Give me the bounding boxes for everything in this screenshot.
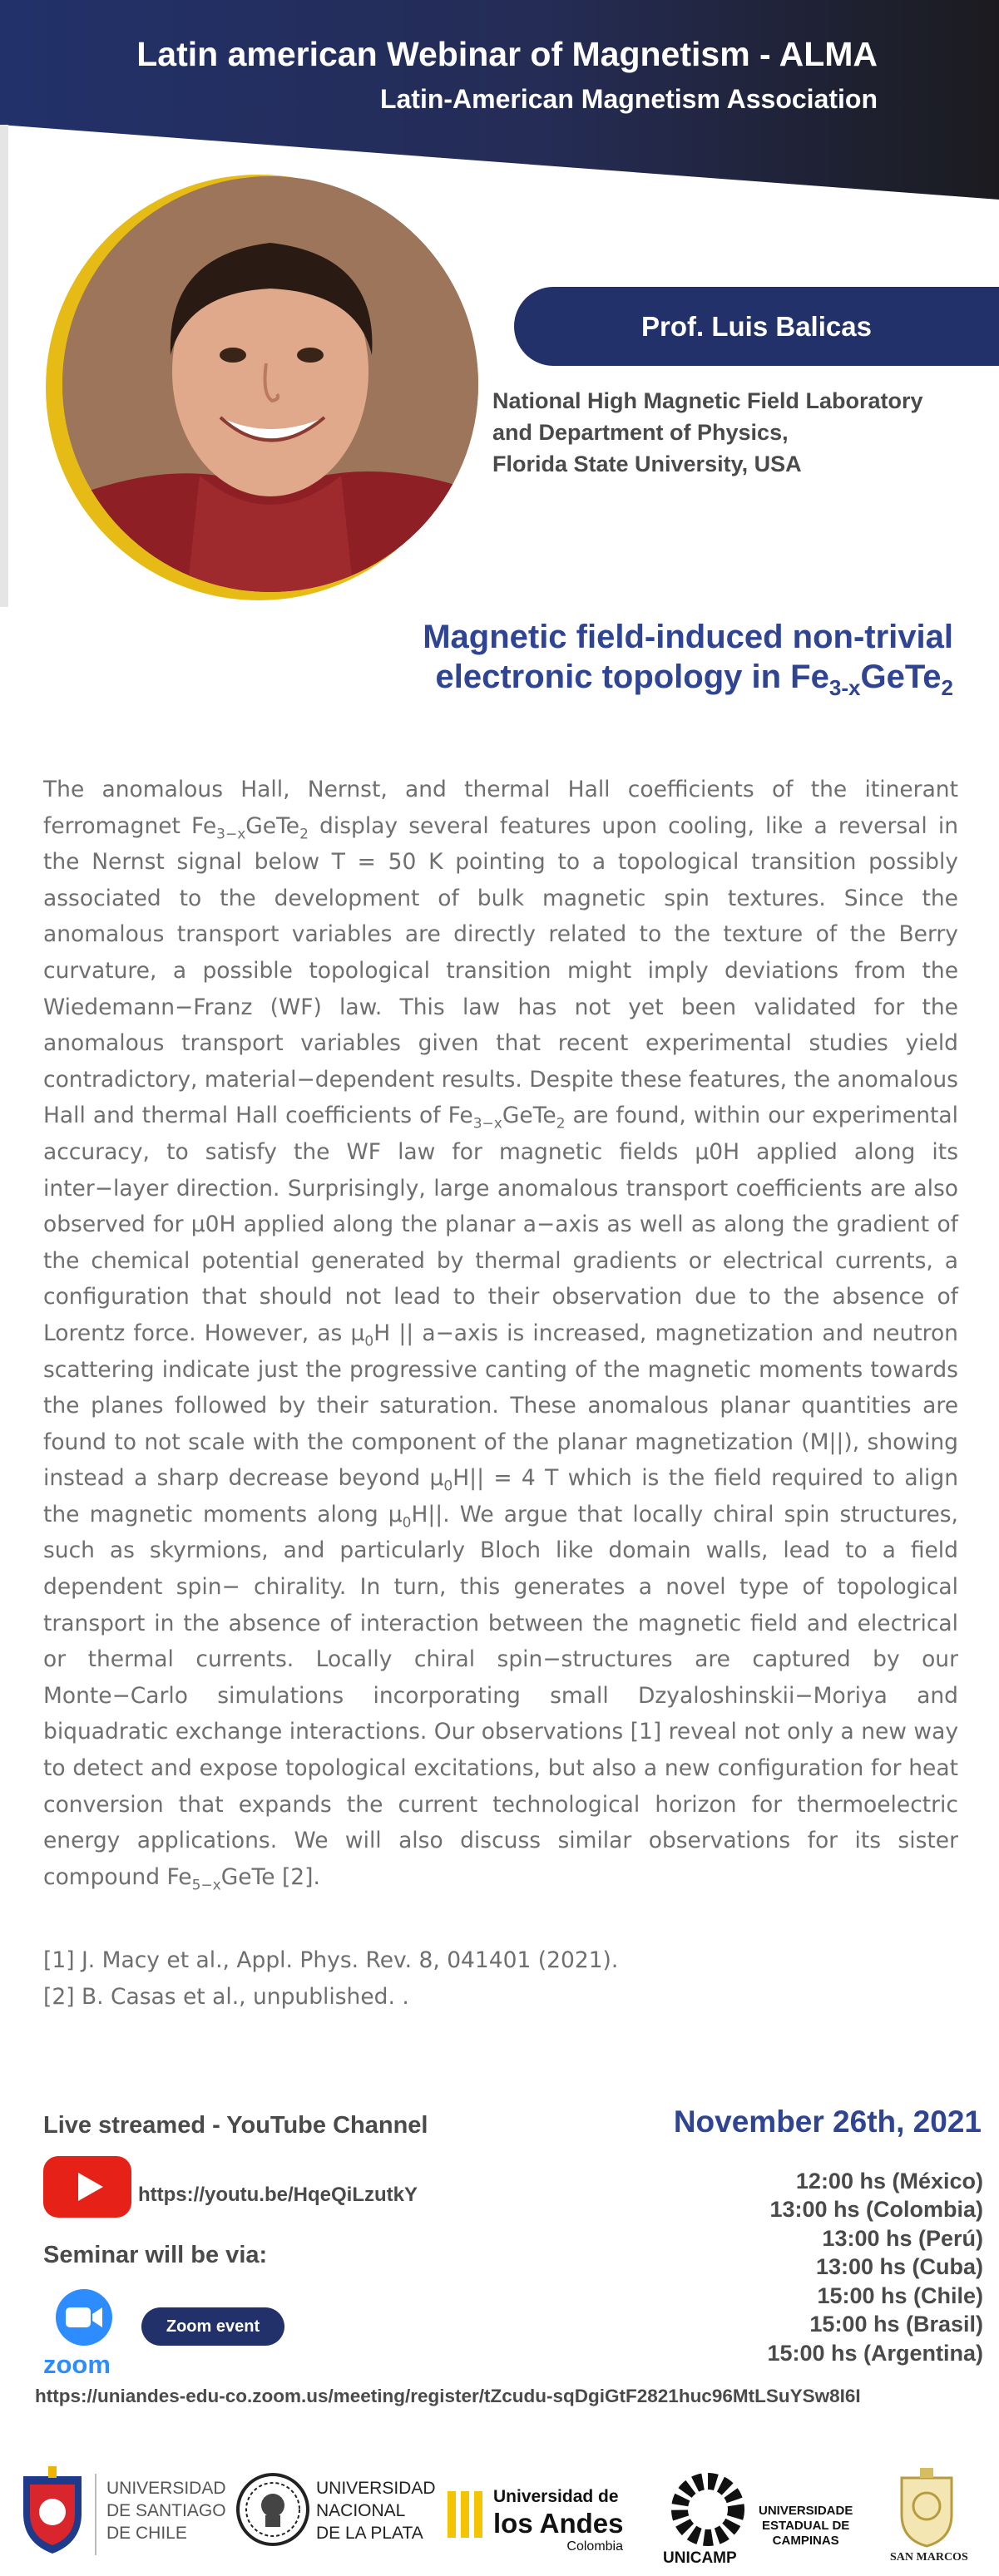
speaker-name-banner (514, 287, 999, 366)
abstract-text: GeTe [2]. (220, 1863, 320, 1890)
affiliation-line-3: Florida State University, USA (492, 452, 802, 476)
unicamp-line: CAMPINAS (772, 2534, 839, 2548)
side-accent (0, 125, 8, 607)
uniandes-bars-icon (446, 2488, 487, 2541)
unicamp-wordmark: UNICAMP (663, 2549, 737, 2567)
talk-title-line-2 (0, 657, 953, 708)
speaker-name: Prof. Luis Balicas (641, 311, 872, 342)
time-peru: 13:00 hs (Perú) (822, 2226, 983, 2251)
unicamp-name (759, 2504, 853, 2549)
unlp-line: NACIONAL (316, 2501, 406, 2520)
talk-title-subscript: 3-x (828, 675, 861, 700)
time-brasil: 15:00 hs (Brasil) (809, 2312, 983, 2337)
abstract-text: GeTe (502, 1103, 556, 1129)
affiliation-line-1: National High Magnetic Field Laboratory (492, 388, 923, 413)
talk-title-text: GeTe (860, 659, 942, 695)
reference-1: [1] J. Macy et al., Appl. Phys. Rev. 8, 041401 (2021). (43, 1947, 619, 1973)
affiliation-line-2: and Department of Physics, (492, 420, 789, 445)
uniandes-line: Colombia (566, 2539, 623, 2554)
unicamp-line: ESTADUAL DE (762, 2519, 850, 2533)
unlp-line: DE LA PLATA (316, 2524, 423, 2543)
unmsm-wordmark: SAN MARCOS (890, 2551, 968, 2564)
unicamp-ring-icon (662, 2473, 754, 2549)
uniandes-line: Universidad de (493, 2487, 619, 2506)
usach-shield-icon (15, 2464, 90, 2555)
reference-2: [2] B. Casas et al., unpublished. . (43, 1984, 409, 2010)
logo-divider (95, 2474, 96, 2555)
registration-link[interactable]: https://uniandes-edu-co.zoom.us/meeting/register/tZcudu-sqDgiGtF2821huc96MtLSuYSw8I6I (35, 2386, 861, 2406)
abstract-text: display several features upon cooling, like a reversal in the Nernst signal below T = 50 K pointing to a topological transition possibly associated to the development of bulk magnetic spin textures. Since the anomalous transport variables are directly related to the texture of the Berry curvature, a possible topological transition might imply deviations from the Wiedemann−Franz (WF) law. This law has not yet been validated for the anomalous transport variables given that recent experimental studies yield contradictory, material−dependent results. Despite these features, the anomalous Hall and thermal Hall coefficients of Fe (43, 812, 958, 1129)
uniandes-name (493, 2486, 623, 2554)
abstract-text: H || a−axis is increased, magnetization and neutron scattering indicate just the progressive canting of the magnetic moments towards the planes followed by their saturation. These anomalous planar quantities are found to not scale with the component of the planar magnetization (M||), showing instead a sharp decrease beyond μ (43, 1320, 958, 1492)
unmsm-crest-icon (892, 2466, 962, 2549)
unicamp-line: UNIVERSIDADE (759, 2504, 853, 2518)
abstract-text: H||. We argue that locally chiral spin structures, such as skyrmions, and particularly Bloch like domain walls, lead to a field dependent spin− chirality. In turn, this generates a novel type of topological transport in the absence of interaction between the magnetic field and electrical or thermal currents. Locally chiral spin−structures are captured by our Monte−Carlo simulations incorporating small Dzyaloshinskii−Moriya and biquadratic exchange interactions. Our observations [1] reveal not only a new way to detect and expose topological excitations, but also a new configuration for heat conversion that expands the current technological horizon for thermoelectric energy applications. We will also discuss similar observations for its sister compound Fe (43, 1501, 958, 1890)
abstract-subscript: 0 (364, 1333, 374, 1350)
seminar-via-label: Seminar will be via: (43, 2242, 268, 2268)
time-chile: 15:00 hs (Chile) (817, 2283, 983, 2308)
time-colombia: 13:00 hs (Colombia) (769, 2197, 983, 2222)
abstract-text: are found, within our experimental accuracy, to satisfy the WF law for magnetic fields μ0H applied along its inter−layer direction. Surprisingly, large anomalous transport coefficients are also observed for μ0H applied along the planar a−axis as well as along the gradient of the chemical potential generated by thermal gradients or electrical currents, a configuration that should not lead to their observation due to the absence of Lorentz force. However, as μ (43, 1103, 958, 1346)
youtube-link[interactable]: https://youtu.be/HqeQiLzutkY (138, 2184, 418, 2206)
abstract-subscript: 3−x (216, 825, 246, 842)
live-stream-label: Live streamed - YouTube Channel (43, 2112, 428, 2139)
abstract-subscript: 3−x (472, 1115, 502, 1133)
abstract-subscript: 5−x (191, 1877, 221, 1894)
abstract-text: H|| = 4 T which is the field required to align the magnetic moments along μ (43, 1465, 958, 1527)
usach-line: DE SANTIAGO (106, 2501, 226, 2520)
webinar-title: Latin american Webinar of Magnetism - ALMA (136, 35, 878, 73)
event-date: November 26th, 2021 (673, 2105, 982, 2139)
talk-title-subscript: 2 (941, 675, 953, 700)
usach-line: DE CHILE (106, 2524, 187, 2543)
association-subtitle: Latin-American Magnetism Association (379, 84, 878, 114)
abstract-subscript: 0 (443, 1478, 453, 1495)
youtube-play-icon[interactable] (43, 2156, 131, 2218)
time-argentina: 15:00 hs (Argentina) (767, 2341, 983, 2366)
talk-title-text: electronic topology in Fe (435, 659, 829, 695)
time-cuba: 13:00 hs (Cuba) (815, 2254, 983, 2279)
talk-title-line-1: Magnetic field-induced non-trivial (423, 619, 953, 655)
zoom-event-button[interactable]: Zoom event (141, 2307, 284, 2346)
abstract-subscript: 2 (556, 1115, 566, 1133)
abstract-subscript: 2 (299, 825, 309, 842)
speaker-photo (62, 176, 478, 592)
abstract-subscript: 0 (402, 1514, 412, 1532)
zoom-wordmark: zoom (43, 2350, 111, 2379)
usach-name (106, 2477, 226, 2544)
time-mexico: 12:00 hs (México) (795, 2169, 983, 2194)
zoom-camera-icon[interactable] (55, 2288, 113, 2347)
usach-line: UNIVERSIDAD (106, 2479, 226, 2498)
abstract-text: GeTe (245, 812, 300, 839)
abstract-text: The anomalous Hall, Nernst, and thermal Hall coefficients of the itinerant ferromagnet Fe (43, 777, 958, 839)
unlp-name (316, 2477, 436, 2544)
unlp-line: UNIVERSIDAD (316, 2479, 436, 2498)
uniandes-line: los Andes (493, 2508, 624, 2539)
abstract (43, 772, 958, 1895)
unlp-seal-icon (235, 2464, 310, 2555)
